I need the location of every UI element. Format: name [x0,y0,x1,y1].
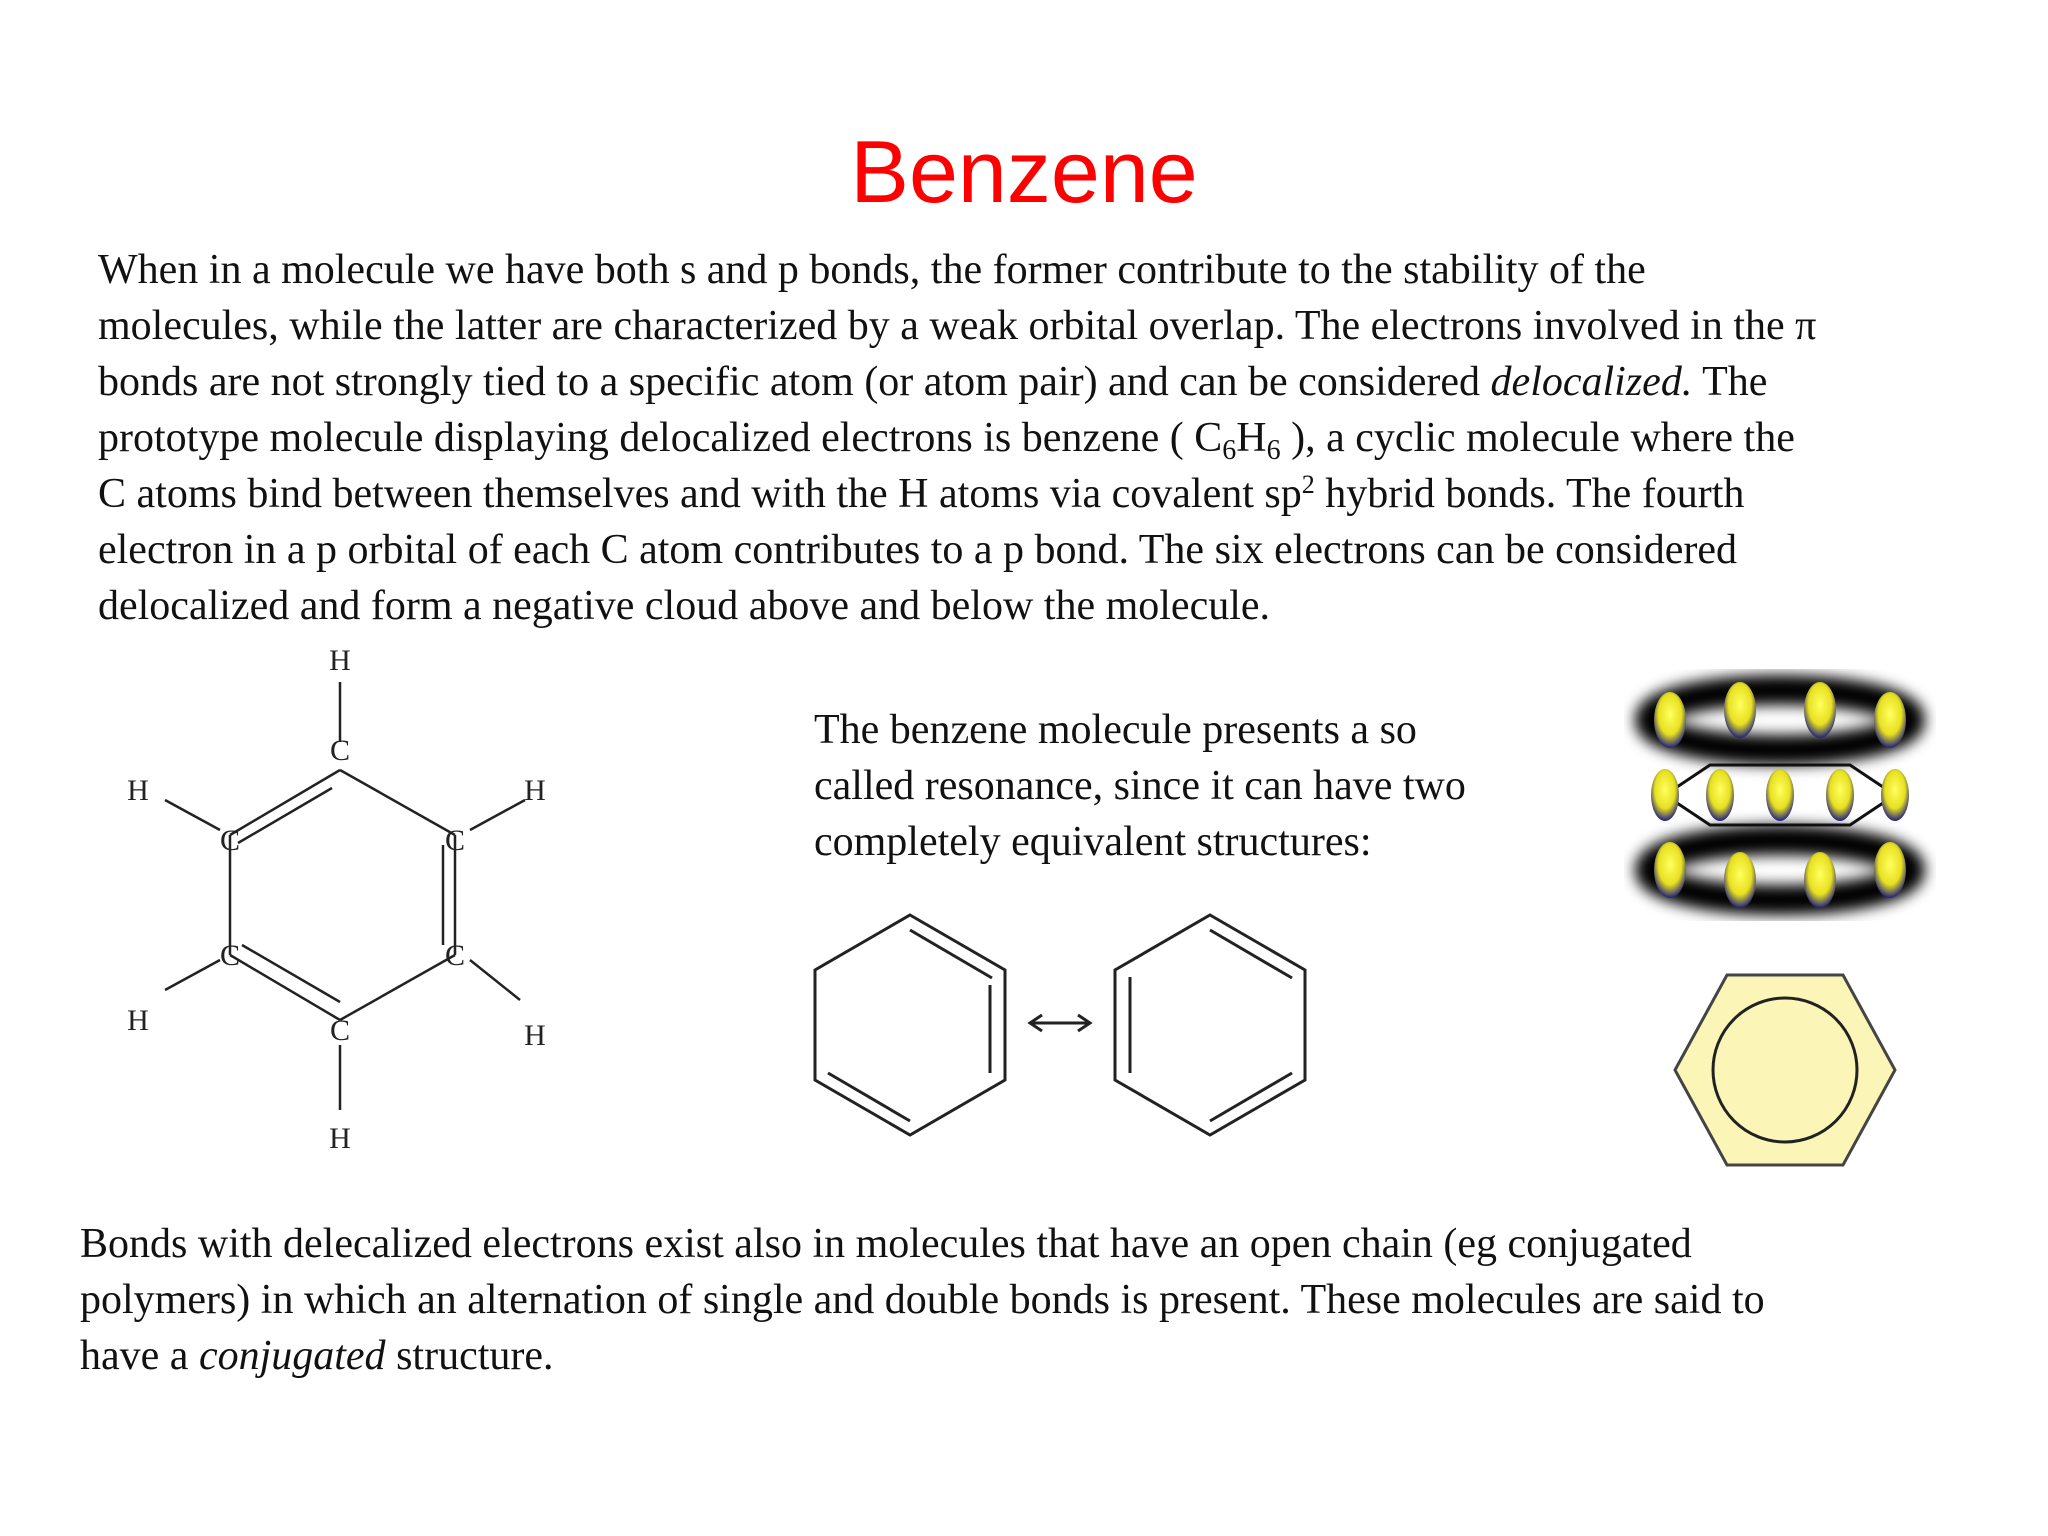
atom-h-upper-right: H [524,774,546,807]
atom-h-top: H [329,644,351,677]
intro-line-2: molecules, while the latter are characterized by a weak orbital overlap. The electrons involved in the π [98,303,1817,349]
page-title: Benzene [850,122,1198,221]
atom-c-lower-left: C [219,939,241,972]
resonance-line-1: The benzene molecule presents a so [814,707,1417,753]
intro-line-7: delocalized and form a negative cloud above and below the molecule. [98,583,1271,629]
atom-c-bottom: C [329,1014,351,1047]
atom-h-lower-right: H [524,1019,546,1052]
intro-line-1: When in a molecule we have both s and p bonds, the former contribute to the stability of the [98,247,1646,293]
resonance-line-3: completely equivalent structures: [814,819,1372,865]
atom-h-upper-left: H [127,774,149,807]
benzene-hexagon-circle-icon [1670,970,1900,1170]
intro-paragraph [98,242,2028,634]
outro-paragraph [80,1216,1980,1384]
atom-h-bottom: H [329,1122,351,1155]
resonance-text [814,702,1614,870]
outro-line-3: have a conjugated structure. [80,1333,554,1379]
kekule-structure-right [1115,915,1305,1135]
atom-c-lower-right: C [444,939,466,972]
intro-line-3: bonds are not strongly tied to a specific atom (or atom pair) and can be considered delocalized. The [98,359,1768,405]
pi-orbital-cloud-image [1625,665,1935,925]
atom-c-upper-right: C [444,824,466,857]
intro-line-6: electron in a p orbital of each C atom contributes to a p bond. The six electrons can be considered [98,527,1738,573]
resonance-line-2: called resonance, since it can have two [814,763,1466,809]
atom-c-top: C [329,734,351,767]
intro-line-4: prototype molecule displaying delocalized electrons is benzene ( $C_6H_6$ ), a cyclic molecule where the [98,415,1795,466]
atom-h-lower-left: H [127,1004,149,1037]
kekule-structure-left [815,915,1005,1135]
atom-c-upper-left: C [219,824,241,857]
intro-line-5: C atoms bind between themselves and with the H atoms via covalent $sp^2$ hybrid bonds. The fourth [98,470,1745,517]
outro-line-1: Bonds with delecalized electrons exist also in molecules that have an open chain (eg conjugated [80,1221,1692,1267]
resonance-structures [800,905,1340,1145]
outro-line-2: polymers) in which an alternation of single and double bonds is present. These molecules are said to [80,1277,1765,1323]
benzene-structural-formula [110,640,590,1160]
